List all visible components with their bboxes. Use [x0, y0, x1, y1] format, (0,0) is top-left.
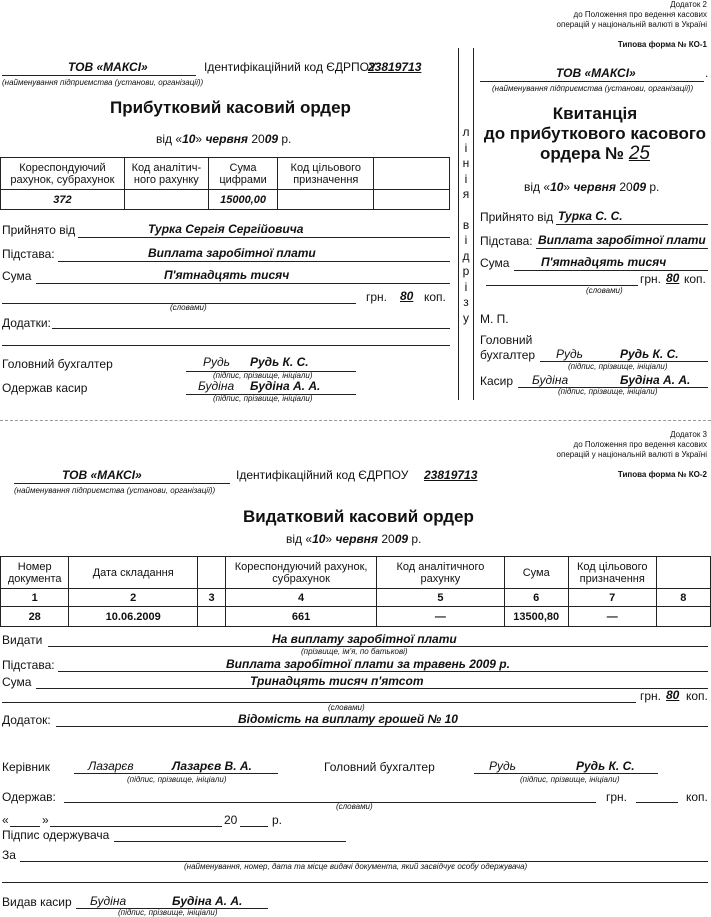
- ko2-title: Видатковий касовий ордер: [243, 507, 474, 526]
- ko1-sum-words: П'ятнадцять тисяч: [164, 268, 290, 282]
- ko1-basis: Виплата заробітної плати: [148, 246, 316, 260]
- ko1-org-name: ТОВ «МАКСІ»: [68, 60, 148, 74]
- receipt-kop: 80: [666, 271, 680, 285]
- ko1-accountant-signature: Рудь: [203, 355, 230, 369]
- ko2-issue-to: На виплату заробітної плати: [272, 632, 457, 646]
- receipt-received-from: Турка С. С.: [558, 209, 623, 223]
- cut-line-right: [473, 48, 474, 400]
- ko1-date: від «10» червня 2009 р.: [156, 132, 292, 146]
- receipt-number: 25: [628, 143, 650, 164]
- ko1-code-label: Ідентифікаційний код ЄДРПОУ: [204, 60, 377, 74]
- ko2-form-number: Типова форма № КО-2: [617, 470, 707, 479]
- ko1-table: Кореспондуючий рахунок, субрахунок Код аналітич-ного рахунку Сума цифрами Код цільового призначення 372 15000,00: [0, 157, 450, 210]
- ko2-code: 23819713: [424, 468, 478, 482]
- ko2-org-caption: (найменування підприємства (установи, організації)): [14, 486, 216, 495]
- ko2-code-label: Ідентифікаційний код ЄДРПОУ: [236, 468, 409, 482]
- ko2-cashier-signature: Будіна: [90, 894, 127, 908]
- receipt-stamp: М. П.: [480, 312, 509, 326]
- ko2-accountant-signature: Рудь: [489, 759, 516, 773]
- ko2-org-name: ТОВ «МАКСІ»: [62, 468, 142, 482]
- ko1-cashier-signature: Будіна: [198, 379, 235, 393]
- ko1-form-number: Типова форма № КО-1: [617, 40, 707, 49]
- ko1-kop: 80: [400, 289, 414, 303]
- cut-line-text: л і н і я в і д р і з у: [462, 125, 470, 325]
- ko2-kop: 80: [666, 688, 680, 702]
- ko1-title: Прибутковий касовий ордер: [110, 98, 351, 117]
- receipt-org-name: ТОВ «МАКСІ»: [556, 66, 636, 80]
- ko2-head-signature: Лазарєв: [88, 759, 134, 773]
- ko1-received-from: Турка Сергія Сергійовича: [148, 222, 304, 236]
- receipt-basis: Виплата заробітної плати: [538, 233, 706, 247]
- ko2-basis: Виплата заробітної плати за травень 2009 р.: [226, 657, 510, 671]
- ko2-sum-words: Тринадцять тисяч п'ятсот: [250, 674, 424, 688]
- receipt-cashier-signature: Будіна: [532, 373, 569, 387]
- receipt-org-caption: (найменування підприємства (установи, організації)): [492, 84, 694, 93]
- ko2-table: Номер документа Дата складання Кореспондуючий рахунок, субрахунок Код аналітичного рахунку Сума Код цільового призначення 1 2 3 4 5 6 7 8 28 10.06.2009 661 — 13500,80 —: [0, 556, 711, 627]
- ko1-org-caption: (найменування підприємства (установи, організації)): [2, 78, 204, 87]
- receipt-date: від «10» червня 2009 р.: [524, 180, 660, 194]
- receipt-sum-words: П'ятнадцять тисяч: [541, 255, 667, 269]
- receipt-title: Квитанція до прибуткового касового ордера № 25: [483, 104, 707, 164]
- receipt-accountant-signature: Рудь: [556, 347, 583, 361]
- ko1-code: 23819713: [368, 60, 422, 74]
- ko2-attachment: Відомість на виплату грошей № 10: [238, 712, 458, 726]
- section-divider: [0, 420, 711, 421]
- ko2-date: від «10» червня 2009 р.: [286, 532, 422, 546]
